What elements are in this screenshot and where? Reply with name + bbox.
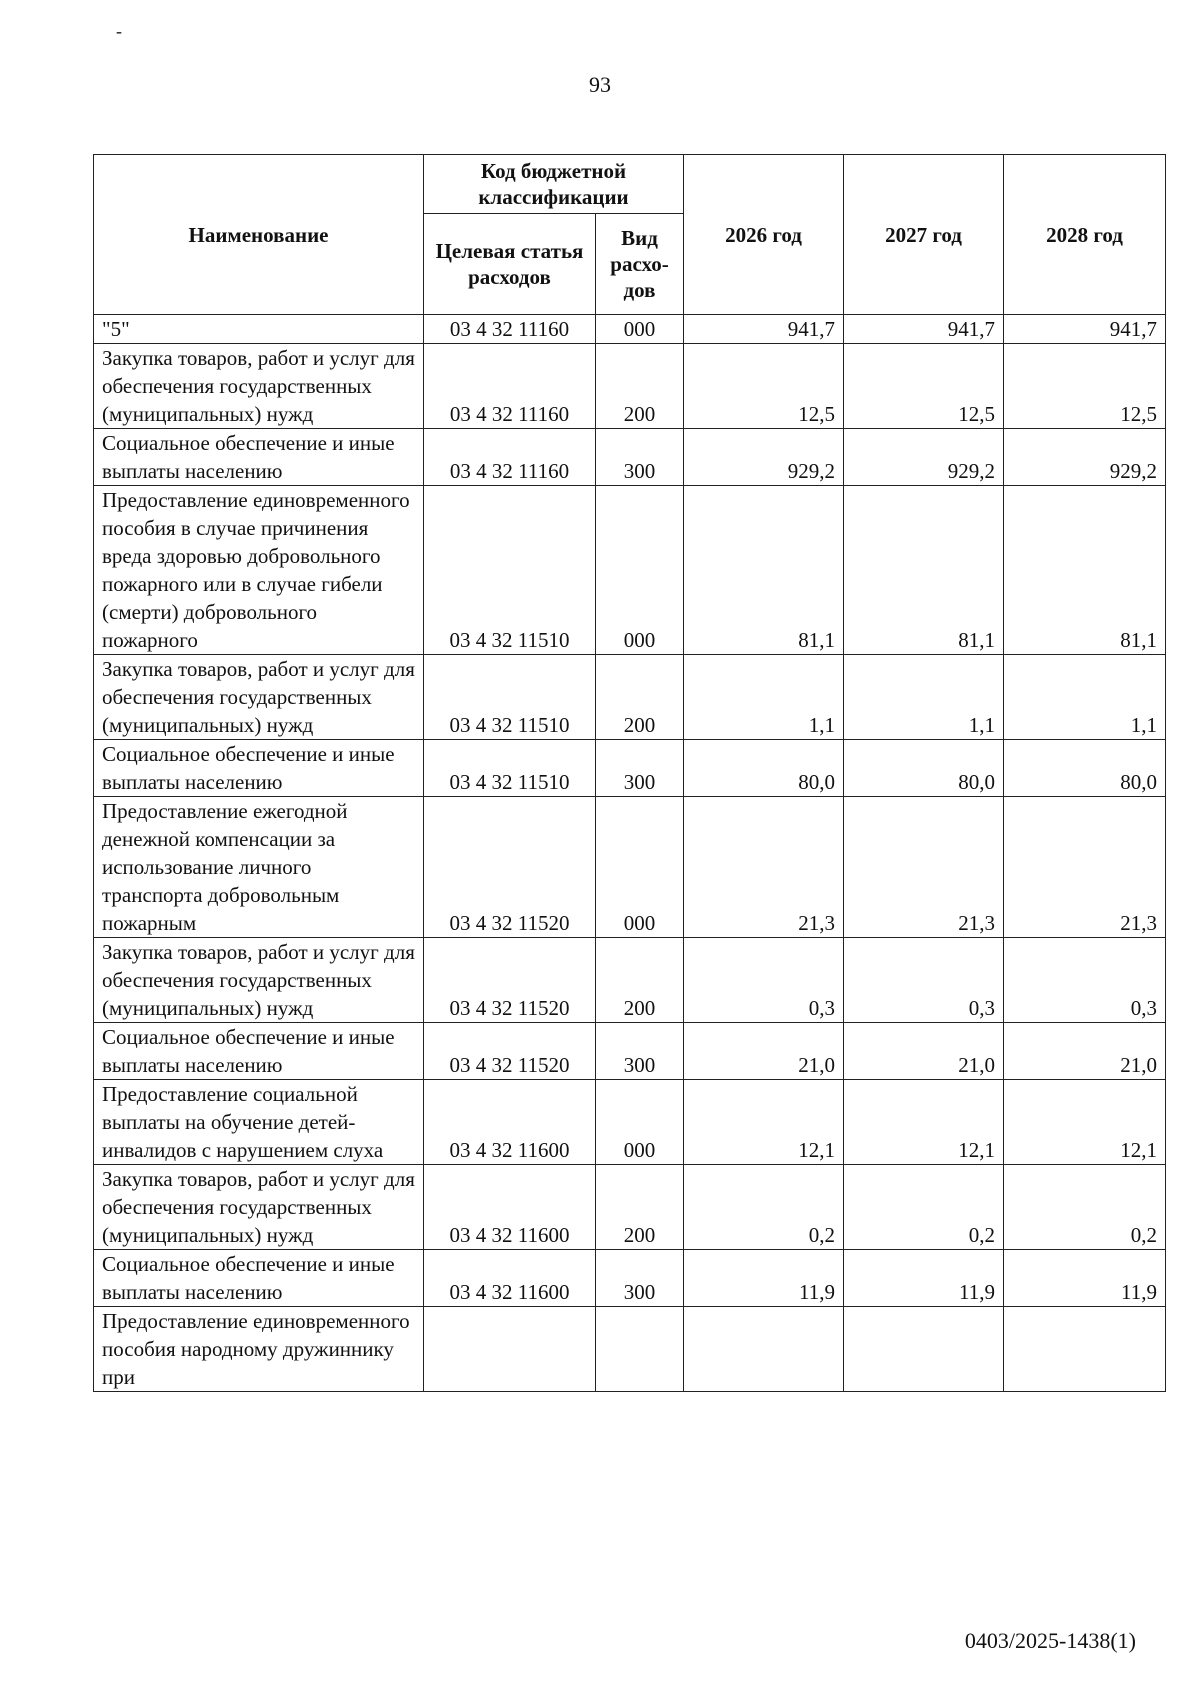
cell-name: Закупка товаров, работ и услуг для обеспечения государственных (муниципальных) нужд xyxy=(94,938,424,1023)
table-row xyxy=(94,315,1166,344)
cell-2028: 80,0 xyxy=(1004,740,1166,797)
cell-name: Закупка товаров, работ и услуг для обеспечения государственных (муниципальных) нужд xyxy=(94,344,424,429)
table-row xyxy=(94,1250,1166,1307)
cell-expense-kind: 300 xyxy=(596,429,684,486)
cell-target-article: 03 4 32 11160 xyxy=(424,315,596,344)
cell-expense-kind xyxy=(596,1307,684,1392)
cell-expense-kind: 300 xyxy=(596,1023,684,1080)
cell-target-article xyxy=(424,1307,596,1392)
cell-2028: 0,2 xyxy=(1004,1165,1166,1250)
cell-2026 xyxy=(684,1307,844,1392)
cell-name: Социальное обеспечение и иные выплаты населению xyxy=(94,1250,424,1307)
table-row xyxy=(94,429,1166,486)
page-number: 93 xyxy=(589,72,611,97)
cell-target-article: 03 4 32 11520 xyxy=(424,1023,596,1080)
cell-2027 xyxy=(844,1307,1004,1392)
cell-2026: 929,2 xyxy=(684,429,844,486)
budget-table xyxy=(93,154,1166,1392)
cell-expense-kind: 200 xyxy=(596,938,684,1023)
cell-2028: 12,1 xyxy=(1004,1080,1166,1165)
cell-2026: 21,0 xyxy=(684,1023,844,1080)
cell-expense-kind: 300 xyxy=(596,1250,684,1307)
document-code: 0403/2025-1438(1) xyxy=(964,1628,1136,1653)
table-row xyxy=(94,797,1166,938)
cell-2027: 12,5 xyxy=(844,344,1004,429)
cell-2026: 0,2 xyxy=(684,1165,844,1250)
header-name: Наименование xyxy=(94,155,424,315)
scan-mark: - xyxy=(116,21,122,41)
cell-2028 xyxy=(1004,1307,1166,1392)
cell-expense-kind: 000 xyxy=(596,315,684,344)
cell-2026: 0,3 xyxy=(684,938,844,1023)
cell-2026: 12,5 xyxy=(684,344,844,429)
cell-name: Социальное обеспечение и иные выплаты населению xyxy=(94,1023,424,1080)
cell-expense-kind: 200 xyxy=(596,344,684,429)
table-row xyxy=(94,1023,1166,1080)
cell-target-article: 03 4 32 11160 xyxy=(424,344,596,429)
cell-2026: 80,0 xyxy=(684,740,844,797)
table-row xyxy=(94,1080,1166,1165)
cell-2026: 12,1 xyxy=(684,1080,844,1165)
cell-2027: 929,2 xyxy=(844,429,1004,486)
header-year-2027: 2027 год xyxy=(844,155,1004,315)
cell-name: Социальное обеспечение и иные выплаты населению xyxy=(94,740,424,797)
cell-2028: 12,5 xyxy=(1004,344,1166,429)
cell-name: Предоставление социальной выплаты на обучение детей-инвалидов с нарушением слуха xyxy=(94,1080,424,1165)
cell-name: Предоставление ежегодной денежной компенсации за использование личного транспорта добровольным пожарным xyxy=(94,797,424,938)
cell-expense-kind: 000 xyxy=(596,1080,684,1165)
cell-2026: 81,1 xyxy=(684,486,844,655)
cell-2028: 1,1 xyxy=(1004,655,1166,740)
cell-2026: 21,3 xyxy=(684,797,844,938)
cell-2028: 11,9 xyxy=(1004,1250,1166,1307)
header-code-group: Код бюджетной классификации xyxy=(424,155,684,214)
table-row xyxy=(94,1165,1166,1250)
cell-name: Предоставление единовременного пособия народному дружиннику при xyxy=(94,1307,424,1392)
cell-target-article: 03 4 32 11160 xyxy=(424,429,596,486)
table-row xyxy=(94,486,1166,655)
header-target-article: Целевая статья расходов xyxy=(424,214,596,315)
cell-expense-kind: 300 xyxy=(596,740,684,797)
cell-target-article: 03 4 32 11510 xyxy=(424,486,596,655)
cell-2028: 929,2 xyxy=(1004,429,1166,486)
cell-2026: 11,9 xyxy=(684,1250,844,1307)
cell-name: Предоставление единовременного пособия в случае причинения вреда здоровью добровольного пожарного или в случае гибели (смерти) добровольного пожарного xyxy=(94,486,424,655)
cell-2028: 81,1 xyxy=(1004,486,1166,655)
cell-2027: 21,0 xyxy=(844,1023,1004,1080)
cell-2027: 81,1 xyxy=(844,486,1004,655)
cell-2027: 21,3 xyxy=(844,797,1004,938)
table-row xyxy=(94,938,1166,1023)
cell-2026: 1,1 xyxy=(684,655,844,740)
table-body xyxy=(94,315,1166,1392)
cell-target-article: 03 4 32 11600 xyxy=(424,1080,596,1165)
cell-target-article: 03 4 32 11600 xyxy=(424,1250,596,1307)
header-year-2026: 2026 год xyxy=(684,155,844,315)
cell-name: Закупка товаров, работ и услуг для обеспечения государственных (муниципальных) нужд xyxy=(94,1165,424,1250)
cell-2027: 11,9 xyxy=(844,1250,1004,1307)
cell-target-article: 03 4 32 11510 xyxy=(424,740,596,797)
cell-2027: 0,3 xyxy=(844,938,1004,1023)
cell-expense-kind: 200 xyxy=(596,655,684,740)
cell-expense-kind: 200 xyxy=(596,1165,684,1250)
table-row xyxy=(94,1307,1166,1392)
cell-target-article: 03 4 32 11600 xyxy=(424,1165,596,1250)
cell-target-article: 03 4 32 11520 xyxy=(424,938,596,1023)
cell-2027: 0,2 xyxy=(844,1165,1004,1250)
cell-2026: 941,7 xyxy=(684,315,844,344)
cell-2028: 0,3 xyxy=(1004,938,1166,1023)
header-year-2028: 2028 год xyxy=(1004,155,1166,315)
cell-target-article: 03 4 32 11520 xyxy=(424,797,596,938)
header-row xyxy=(94,155,1166,214)
cell-2028: 941,7 xyxy=(1004,315,1166,344)
cell-2027: 80,0 xyxy=(844,740,1004,797)
table-row xyxy=(94,344,1166,429)
cell-2027: 941,7 xyxy=(844,315,1004,344)
header-expense-kind: Вид расхо-дов xyxy=(596,214,684,315)
cell-2027: 12,1 xyxy=(844,1080,1004,1165)
table-row xyxy=(94,655,1166,740)
cell-name: Закупка товаров, работ и услуг для обеспечения государственных (муниципальных) нужд xyxy=(94,655,424,740)
cell-expense-kind: 000 xyxy=(596,797,684,938)
cell-expense-kind: 000 xyxy=(596,486,684,655)
table-row xyxy=(94,740,1166,797)
cell-2028: 21,0 xyxy=(1004,1023,1166,1080)
cell-2028: 21,3 xyxy=(1004,797,1166,938)
cell-target-article: 03 4 32 11510 xyxy=(424,655,596,740)
cell-name: "5" xyxy=(94,315,424,344)
cell-name: Социальное обеспечение и иные выплаты населению xyxy=(94,429,424,486)
cell-2027: 1,1 xyxy=(844,655,1004,740)
